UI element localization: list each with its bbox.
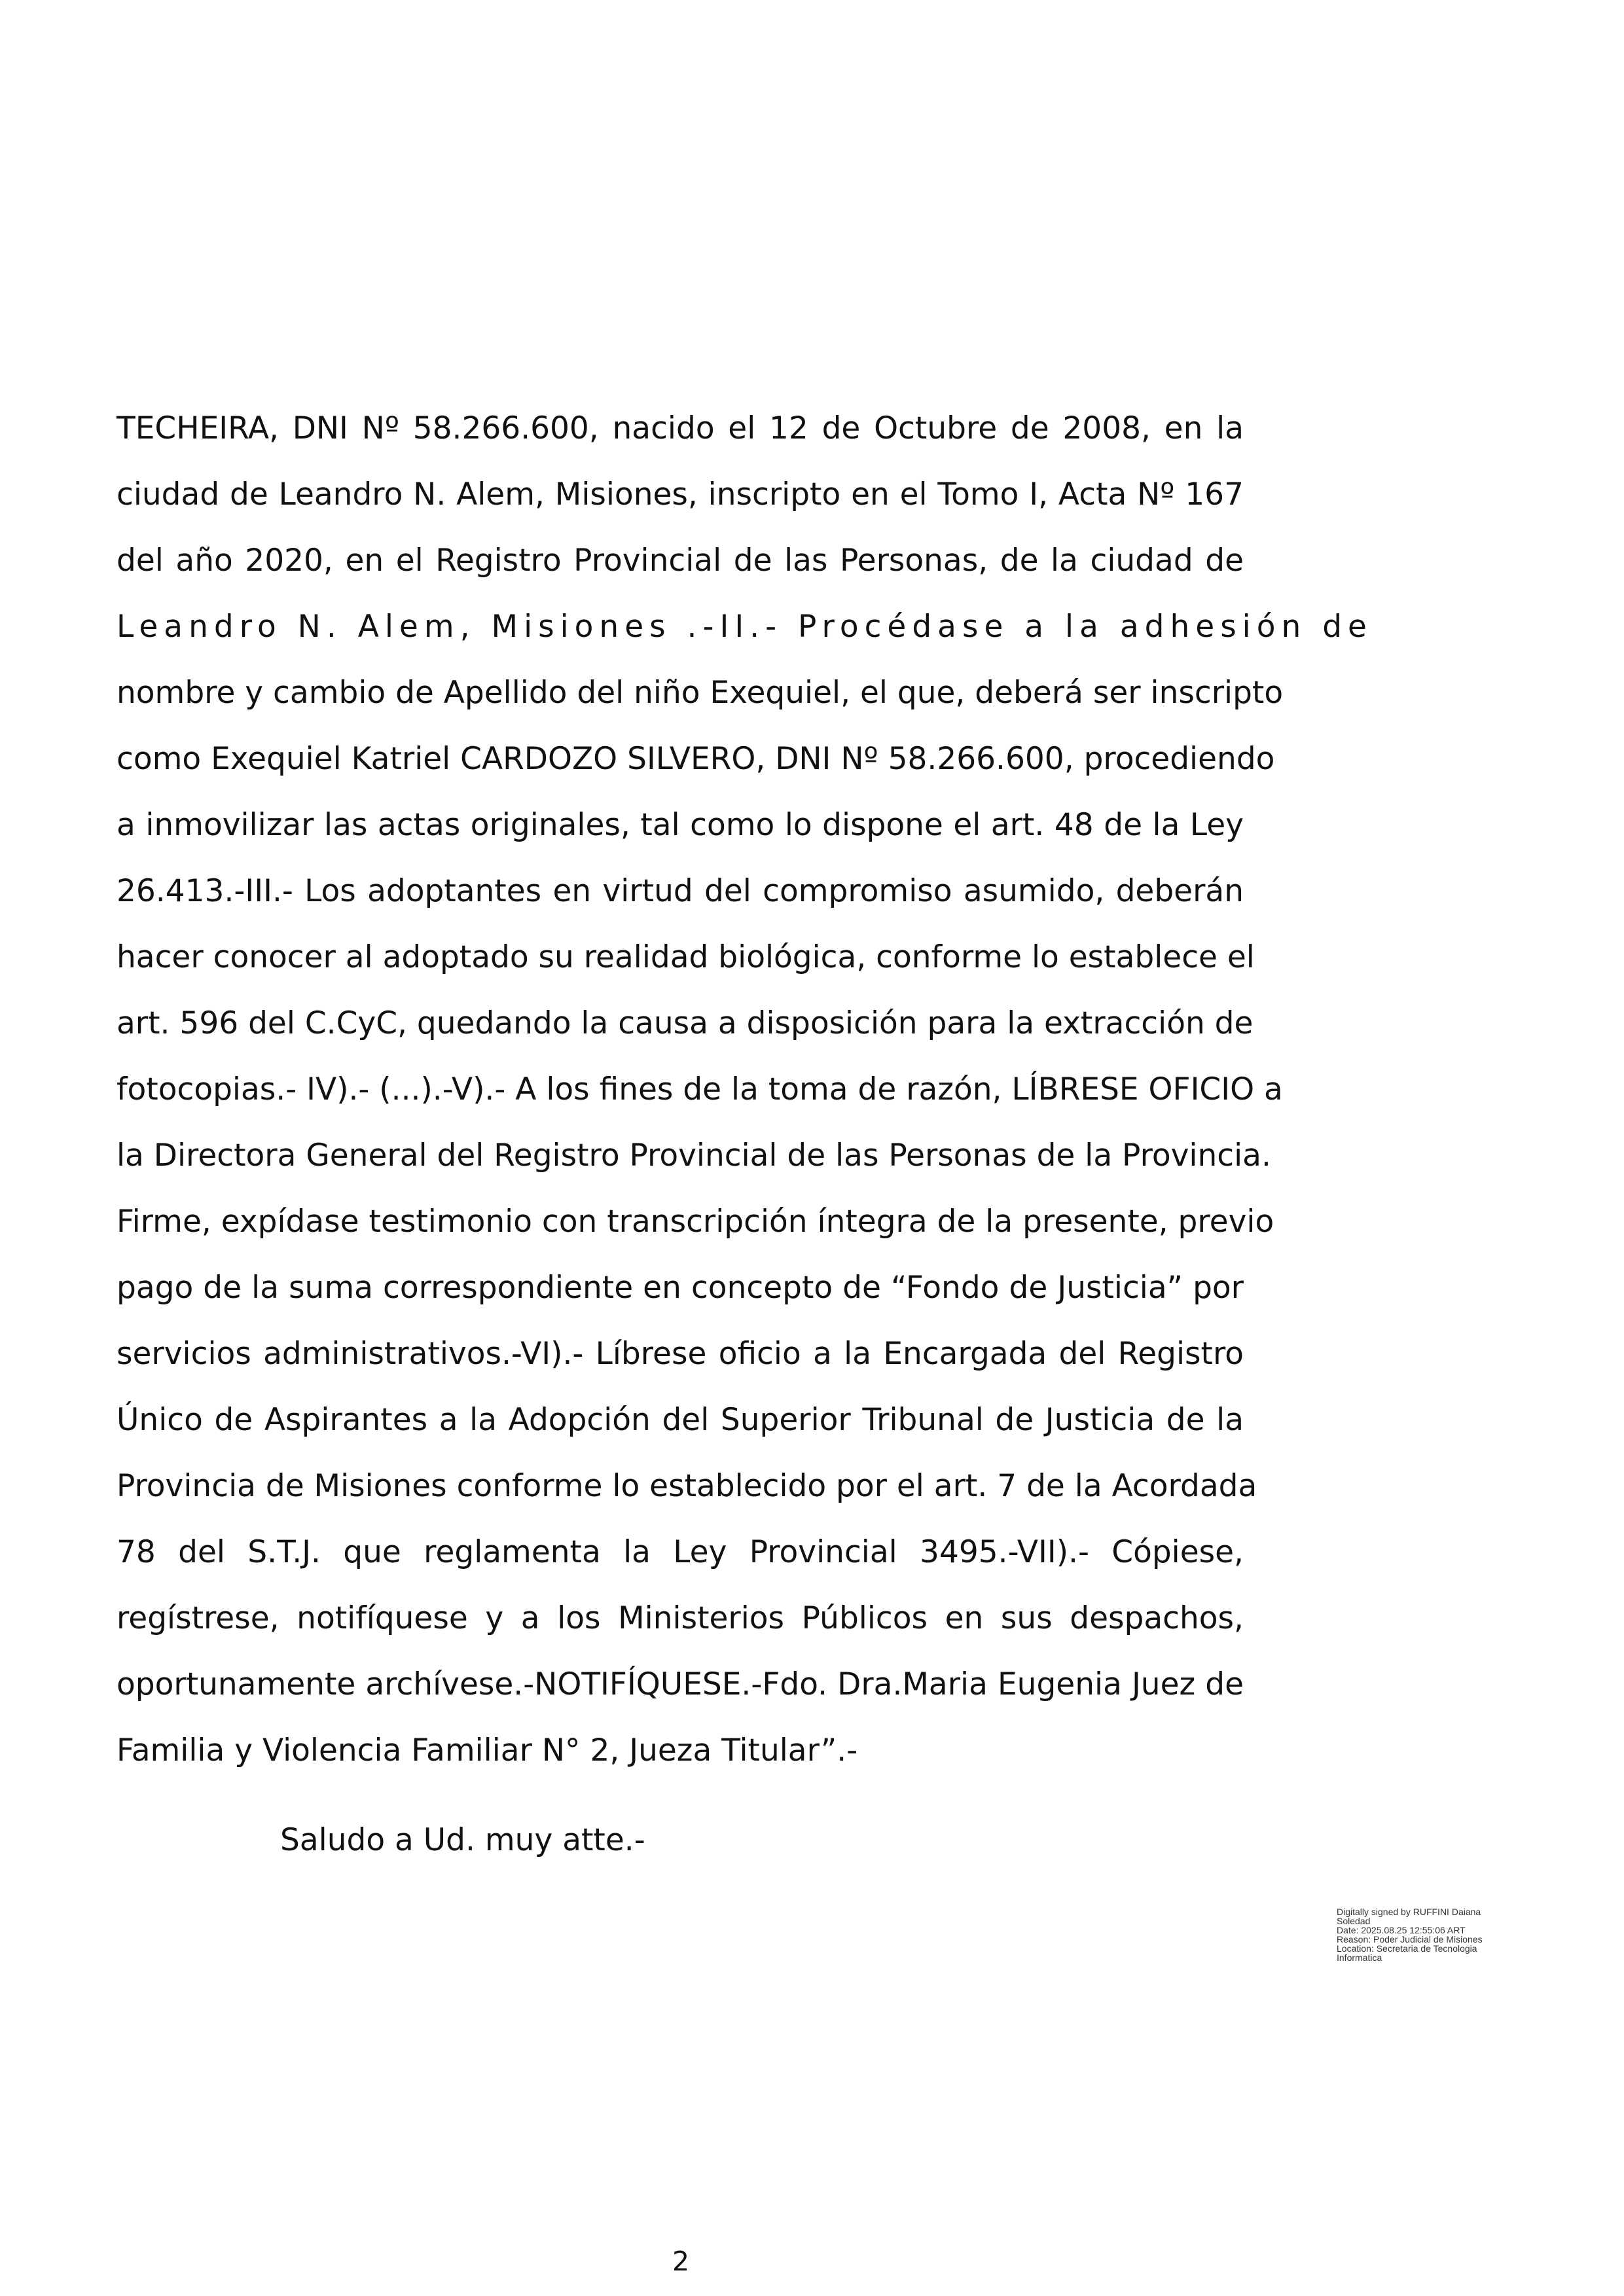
body-line: Leandro N. Alem, Misiones .-II.- Procédase a la adhesión de <box>117 609 1373 645</box>
page-number: 2 <box>672 2246 690 2277</box>
signature-line: Informatica <box>1337 1952 1382 1963</box>
body-line: del año 2020, en el Registro Provincial de las Personas, de la ciudad de <box>117 543 1244 579</box>
body-line: Único de Aspirantes a la Adopción del Superior Tribunal de Justicia de la <box>117 1402 1244 1438</box>
body-line: Provincia de Misiones conforme lo establecido por el art. 7 de la Acordada <box>117 1468 1257 1504</box>
body-line: art. 596 del C.CyC, quedando la causa a disposición para la extracción de <box>117 1005 1254 1041</box>
signature-line: Date: 2025.08.25 12:55:06 ART <box>1337 1925 1466 1935</box>
body-line: hacer conocer al adoptado su realidad biológica, conforme lo establece el <box>117 939 1255 975</box>
body-line: servicios administrativos.-VI).- Líbrese oficio a la Encargada del Registro <box>117 1336 1244 1372</box>
body-line: la Directora General del Registro Provincial de las Personas de la Provincia. <box>117 1138 1271 1174</box>
signature-line: Soledad <box>1337 1916 1371 1926</box>
signature-line: Digitally signed by RUFFINI Daiana <box>1337 1907 1481 1917</box>
body-line: 78 del S.T.J. que reglamenta la Ley Provincial 3495.-VII).- Cópiese, <box>117 1534 1244 1570</box>
body-line: 26.413.-III.- Los adoptantes en virtud del compromiso asumido, deberán <box>117 873 1244 909</box>
digital-signature-block <box>1337 1907 1533 1962</box>
body-line: fotocopias.- IV).- (...).-V).- A los fines de la toma de razón, LÍBRESE OFICIO a <box>117 1071 1283 1107</box>
body-line: nombre y cambio de Apellido del niño Exequiel, el que, deberá ser inscripto <box>117 675 1284 711</box>
body-line: a inmovilizar las actas originales, tal como lo dispone el art. 48 de la Ley <box>117 807 1244 843</box>
body-line: regístrese, notifíquese y a los Ministerios Públicos en sus despachos, <box>117 1600 1244 1636</box>
signature-line: Reason: Poder Judicial de Misiones <box>1337 1934 1483 1945</box>
body-line: Familia y Violencia Familiar N° 2, Jueza Titular”.- <box>117 1732 858 1768</box>
body-line: TECHEIRA, DNI Nº 58.266.600, nacido el 12 de Octubre de 2008, en la <box>117 410 1244 446</box>
body-line: Firme, expídase testimonio con transcripción íntegra de la presente, previo <box>117 1204 1274 1240</box>
body-line: como Exequiel Katriel CARDOZO SILVERO, DNI Nº 58.266.600, procediendo <box>117 741 1275 777</box>
body-line: pago de la suma correspondiente en concepto de “Fondo de Justicia” por <box>117 1270 1244 1306</box>
signature-line: Location: Secretaria de Tecnologia <box>1337 1943 1477 1954</box>
body-line: oportunamente archívese.-NOTIFÍQUESE.-Fdo. Dra.Maria Eugenia Juez de <box>117 1666 1244 1702</box>
resolution-body <box>117 395 1373 1784</box>
closing-greeting: Saludo a Ud. muy atte.- <box>280 1822 645 1858</box>
body-line: ciudad de Leandro N. Alem, Misiones, inscripto en el Tomo I, Acta Nº 167 <box>117 476 1244 512</box>
